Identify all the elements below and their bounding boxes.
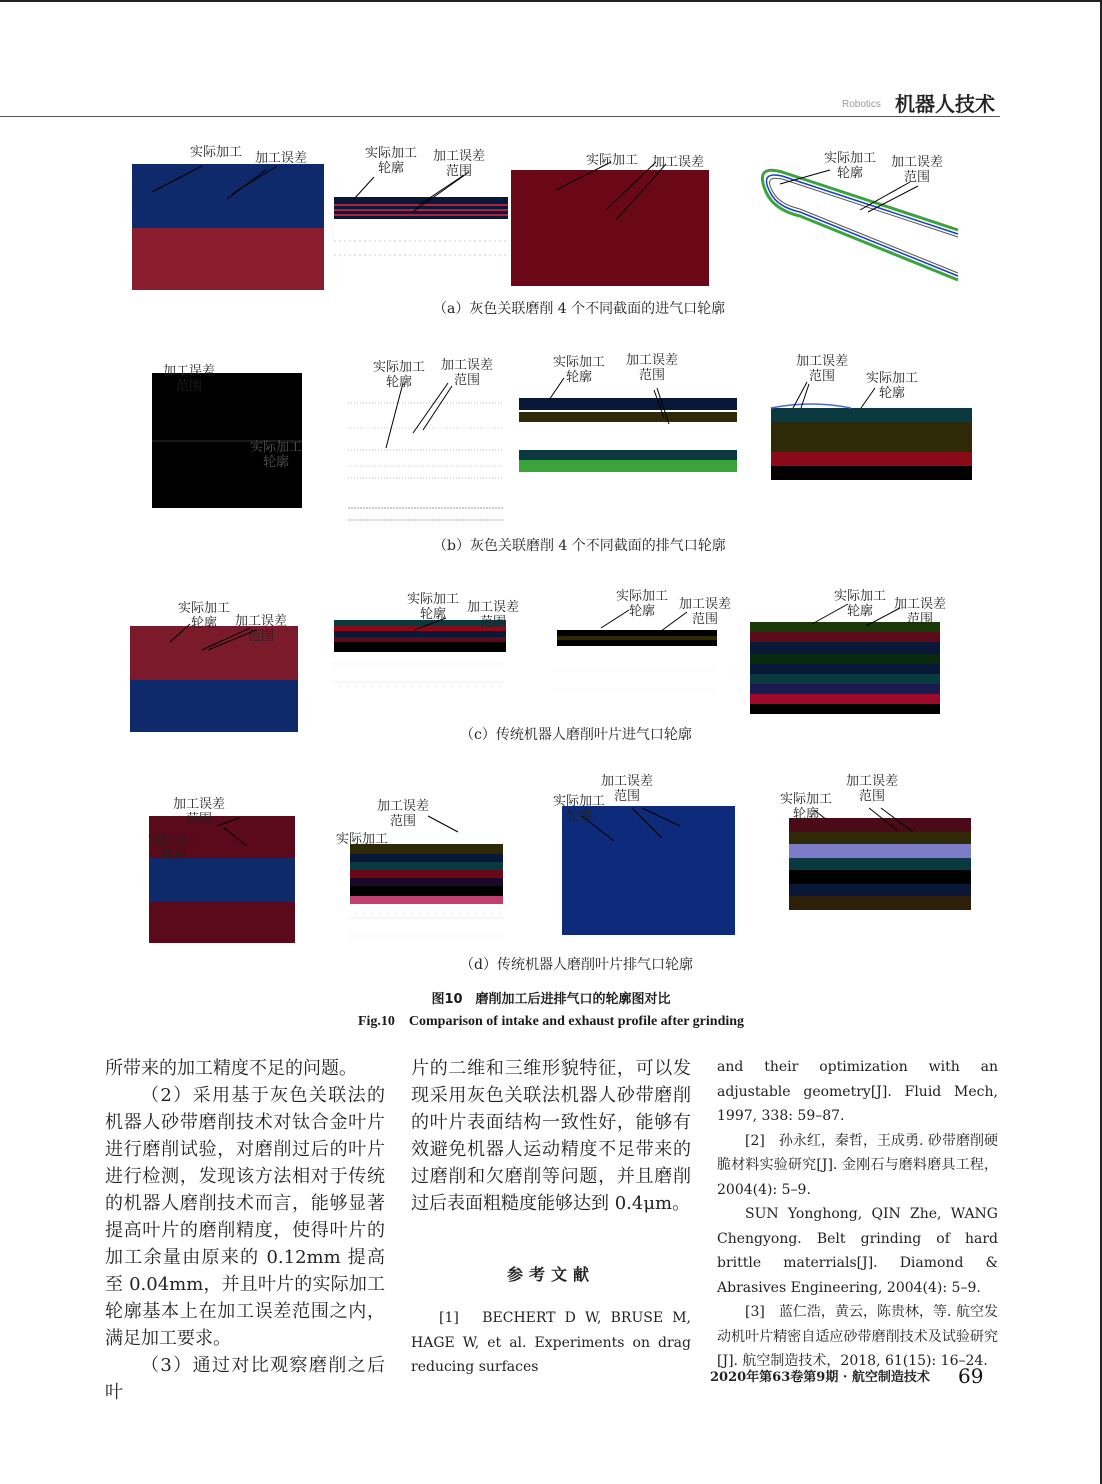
- label-actual: 实际加工 轮廓: [407, 592, 460, 622]
- label-actual: 实际加工 轮廓: [553, 794, 606, 824]
- label-error: 加工误差 范围: [626, 353, 679, 383]
- label-error: 加工误差 范围: [235, 614, 288, 644]
- header-section-en: Robotics: [842, 99, 881, 110]
- figure-caption-en: Fig.10 Comparison of intake and exhaust profile after grinding: [357, 1014, 745, 1029]
- paragraph: （2）采用基于灰色关联法的机器人砂带磨削技术对钛合金叶片进行磨削试验，对磨削过后的叶片进行检测，发现该方法相对于传统的机器人磨削技术而言，能够显著提高叶片的磨削精度，使得叶片的加工余量由原来的 0.12mm 提高至 0.04mm，并且叶片的实际加工轮廓基本上在加工误差范围之内，满足加工要求。: [105, 1085, 385, 1349]
- figure-b4: [771, 406, 972, 481]
- figure-caption-cn: 图10 磨削加工后进排气口的轮廓图对比: [431, 992, 671, 1007]
- label-actual: 实际加工: [190, 145, 243, 160]
- header-section-cn: 机器人技术: [895, 92, 995, 116]
- reference-1-cont: and their optimization with an adjustable geometry[J]. Fluid Mech, 1997, 338: 59–87.: [717, 1059, 998, 1124]
- label-actual: 实际加工 轮廓: [148, 833, 201, 863]
- figure-b3: [519, 398, 737, 474]
- figure-a1: [132, 164, 324, 290]
- label-error: 加工误差 范围: [441, 358, 494, 388]
- label-error: 加工误差 范围: [377, 799, 430, 829]
- label-actual: 实际加工 轮廓: [365, 146, 418, 176]
- subcaption-d: （d）传统机器人磨削叶片排气口轮廓: [460, 957, 693, 973]
- label-actual: 实际加工: [586, 153, 639, 168]
- label-error: 加工误差 范围: [173, 797, 226, 827]
- top-border: [0, 0, 1102, 2]
- figure-d4: [789, 818, 971, 910]
- figure-c2: [334, 620, 506, 696]
- subcaption-b: （b）灰色关联磨削 4 个不同截面的排气口轮廓: [433, 538, 726, 554]
- label-actual: 实际加工 轮廓: [373, 360, 426, 390]
- label-actual: 实际加工 轮廓: [780, 792, 833, 822]
- label-actual: 实际加工 轮廓: [866, 371, 919, 401]
- label-error: 加工误差 范围: [601, 774, 654, 804]
- figure-a3: [511, 170, 709, 286]
- label-error: 加工误差: [652, 155, 705, 170]
- label-error: 加工误差: [255, 151, 308, 166]
- figure-c4: [750, 622, 940, 714]
- paragraph: （3）通过对比观察磨削之后叶: [105, 1355, 385, 1403]
- figure-d2: [350, 844, 503, 944]
- label-error: 加工误差 范围: [796, 354, 849, 384]
- label-error: 加工误差 范围: [163, 364, 216, 394]
- label-error: 加工误差 范围: [467, 600, 520, 630]
- figure-b2: [348, 398, 503, 526]
- column-3: [717, 1055, 998, 1374]
- column-2: [411, 1055, 691, 1380]
- page-number: 69: [958, 1364, 984, 1388]
- reference-1: [1] BECHERT D W, BRUSE M, HAGE W, et al. Experiments on drag reducing surfaces: [411, 1310, 691, 1375]
- label-error: 加工误差 范围: [894, 597, 947, 627]
- header-rule: [0, 116, 1000, 117]
- figure-c3: [557, 630, 717, 702]
- references-title: 参考文献: [506, 1265, 595, 1284]
- label-actual: 实际加工 轮廓: [178, 601, 231, 631]
- label-actual: 实际加工: [336, 832, 389, 847]
- label-actual: 实际加工 轮廓: [250, 440, 303, 470]
- label-actual: 实际加工 轮廓: [824, 151, 877, 181]
- figure-d3: [562, 806, 735, 935]
- reference-2-en: SUN Yonghong, QIN Zhe, WANG Chengyong. Belt grinding of hard brittle materrials[J]. Diamond & Abrasives Engineering, 2004(4): 5–9.: [717, 1206, 998, 1296]
- paragraph: 所带来的加工精度不足的问题。: [105, 1058, 357, 1079]
- figure-a2: [334, 197, 508, 267]
- label-actual: 实际加工 轮廓: [834, 589, 887, 619]
- label-actual: 实际加工 轮廓: [616, 589, 669, 619]
- column-1: [105, 1055, 385, 1406]
- paragraph: 片的二维和三维形貌特征，可以发现采用灰色关联法机器人砂带磨削的叶片表面结构一致性好，能够有效避免机器人运动精度不足带来的过磨削和欠磨削等问题，并且磨削过后表面粗糙度能够达到 0.4μm。: [411, 1058, 691, 1214]
- label-error: 加工误差 范围: [433, 149, 486, 179]
- subcaption-c: （c）传统机器人磨削叶片进气口轮廓: [460, 727, 692, 743]
- label-error: 加工误差 范围: [679, 597, 732, 627]
- subcaption-a: （a）灰色关联磨削 4 个不同截面的进气口轮廓: [433, 301, 726, 317]
- label-actual: 实际加工 轮廓: [553, 355, 606, 385]
- label-error: 加工误差 范围: [891, 155, 944, 185]
- reference-2: [2] 孙永红，秦哲，王成勇. 砂带磨削硬脆材料实验研究[J]. 金刚石与磨料磨具工程，2004(4): 5–9.: [717, 1132, 998, 1198]
- reference-3: [3] 蓝仁浩，黄云，陈贵林，等. 航空发动机叶片精密自适应砂带磨削技术及试验研究[J]. 航空制造技术，2018, 61(15): 16–24.: [717, 1304, 998, 1369]
- figure-a4: [760, 170, 960, 285]
- label-error: 加工误差 范围: [846, 774, 899, 804]
- footer-issue: 2020年第63卷第9期 · 航空制造技术: [710, 1370, 930, 1385]
